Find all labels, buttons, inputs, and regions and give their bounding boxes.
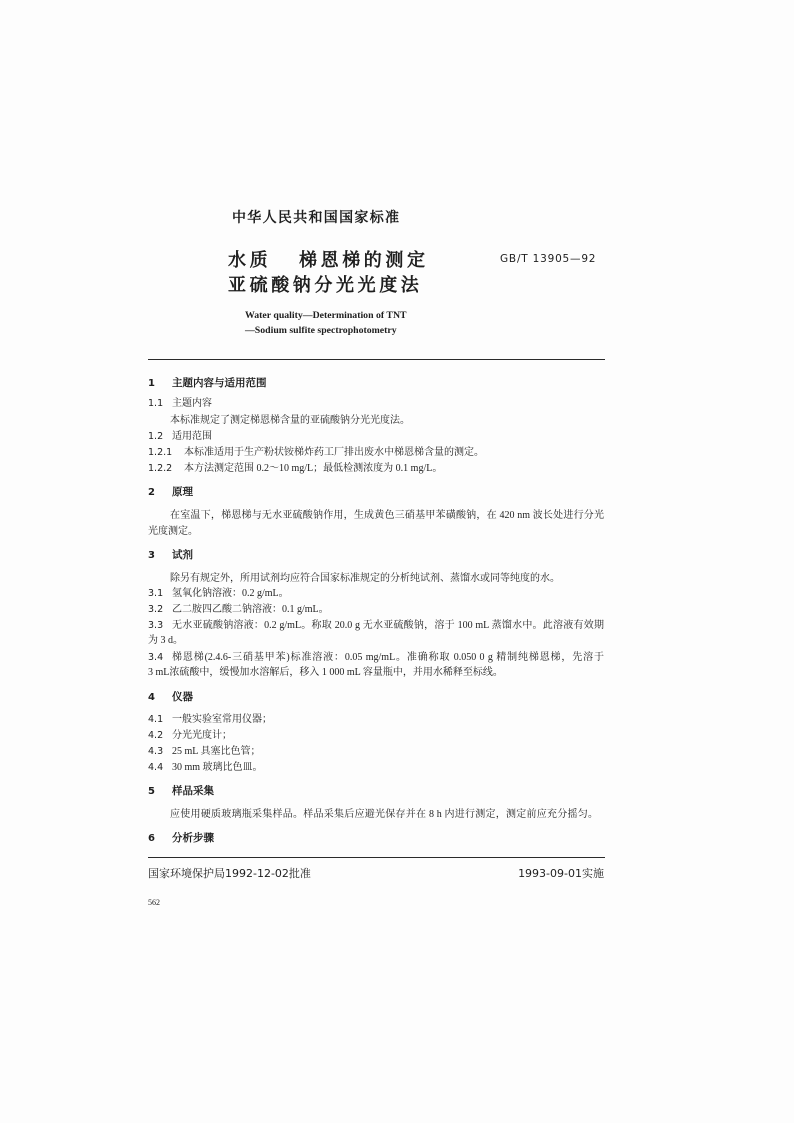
section-heading — [148, 690, 193, 704]
section-heading — [148, 784, 214, 798]
clause-text: 乙二胺四乙酸二钠溶液：0.1 g/mL。 — [172, 604, 329, 615]
footer-divider — [148, 857, 605, 858]
title-en-line-2: —Sodium sulfite spectrophotometry — [245, 325, 397, 336]
paragraph-line: 除另有规定外，所用试剂均应符合国家标准规定的分析纯试剂、蒸馏水或同等纯度的水。 — [170, 573, 560, 584]
clause-text: 无水亚硫酸钠溶液：0.2 g/mL。称取 20.0 g 无水亚硫酸钠，溶于 100 mL 蒸馏水中。此溶液有效期 — [172, 620, 604, 631]
section-number: 1 — [148, 378, 155, 389]
clause-number: 3.3 — [148, 620, 164, 631]
clause-text: 适用范围 — [172, 431, 212, 442]
standard-code: GB/T 13905—92 — [500, 253, 597, 265]
clause-text: 本标准适用于生产粉状铵梯炸药工厂排出废水中梯恩梯含量的测定。 — [184, 447, 484, 458]
clause-number: 1.2.1 — [148, 447, 173, 458]
section-title: 分析步骤 — [172, 832, 214, 844]
clause-text: 25 mL 具塞比色管； — [172, 746, 261, 757]
clause-number: 4.2 — [148, 730, 164, 741]
paragraph-line: 在室温下，梯恩梯与无水亚硫酸钠作用，生成黄色三硝基甲苯磺酸钠，在 420 nm 波长处进行分光 — [170, 510, 604, 521]
standard-type-heading: 中华人民共和国国家标准 — [232, 210, 401, 226]
section-title: 主题内容与适用范围 — [172, 377, 267, 389]
clause-text: 分光光度计； — [172, 730, 232, 741]
clause — [148, 397, 212, 411]
paragraph-line: 本标准规定了测定梯恩梯含量的亚硫酸钠分光光度法。 — [170, 415, 410, 426]
clause-number: 1.2.2 — [148, 463, 173, 474]
clause-number: 4.1 — [148, 714, 164, 725]
clause-continuation: 3 mL浓硫酸中，缓慢加水溶解后，移入 1 000 mL 容量瓶中，并用水稀释至标线。 — [148, 667, 503, 678]
clause-number: 4.4 — [148, 762, 164, 773]
section-number: 3 — [148, 550, 155, 561]
clause-number: 3.2 — [148, 604, 164, 615]
section-title: 样品采集 — [172, 785, 214, 797]
clause — [148, 745, 261, 759]
clause-number: 1.2 — [148, 431, 164, 442]
section-number: 2 — [148, 487, 155, 498]
clause — [148, 462, 442, 476]
approval-date: 国家环境保护局1992-12-02批准 — [148, 867, 311, 880]
paragraph-line: 光度测定。 — [148, 526, 198, 537]
clause-text: 梯恩梯(2.4.6-三硝基甲苯)标准溶液：0.05 mg/mL。准确称取 0.050 0 g 精制纯梯恩梯，先溶于 — [172, 652, 604, 663]
paragraph-line: 应使用硬质玻璃瓶采集样品。样品采集后应避光保存并在 8 h 内进行测定，测定前应充分摇匀。 — [170, 809, 598, 820]
header-divider — [148, 359, 605, 360]
section-heading — [148, 376, 267, 390]
section-number: 5 — [148, 786, 155, 797]
title-en-line-1: Water quality—Determination of TNT — [245, 310, 407, 321]
section-title: 原理 — [172, 486, 193, 498]
clause-text: 本方法测定范围 0.2～10 mg/L；最低检测浓度为 0.1 mg/L。 — [184, 463, 443, 474]
clause-text: 30 mm 玻璃比色皿。 — [172, 762, 263, 773]
clause-text: 主题内容 — [172, 398, 212, 409]
section-number: 4 — [148, 692, 155, 703]
title-cn-line-2: 亚硫酸钠分光光度法 — [228, 275, 423, 296]
section-heading — [148, 831, 214, 845]
clause — [148, 446, 484, 460]
clause-number: 3.4 — [148, 652, 164, 663]
section-heading — [148, 548, 193, 562]
clause — [148, 619, 604, 633]
page-number: 562 — [148, 898, 160, 907]
title-cn-part-1: 水质 — [228, 250, 272, 271]
clause — [148, 430, 212, 444]
section-title: 试剂 — [172, 549, 193, 561]
section-title: 仪器 — [172, 691, 193, 703]
clause-text: 一般实验室常用仪器； — [172, 714, 272, 725]
section-heading — [148, 485, 193, 499]
clause-number: 1.1 — [148, 398, 164, 409]
clause-continuation: 为 3 d。 — [148, 635, 183, 646]
clause — [148, 729, 232, 743]
clause-number: 3.1 — [148, 588, 164, 599]
clause — [148, 587, 289, 601]
clause — [148, 603, 329, 617]
section-number: 6 — [148, 833, 155, 844]
clause — [148, 761, 263, 775]
clause — [148, 651, 604, 665]
implementation-date: 1993-09-01实施 — [518, 867, 604, 880]
clause-text: 氢氧化钠溶液：0.2 g/mL。 — [172, 588, 289, 599]
clause-number: 4.3 — [148, 746, 164, 757]
clause — [148, 713, 272, 727]
title-cn-part-2: 梯恩梯的测定 — [299, 250, 429, 271]
